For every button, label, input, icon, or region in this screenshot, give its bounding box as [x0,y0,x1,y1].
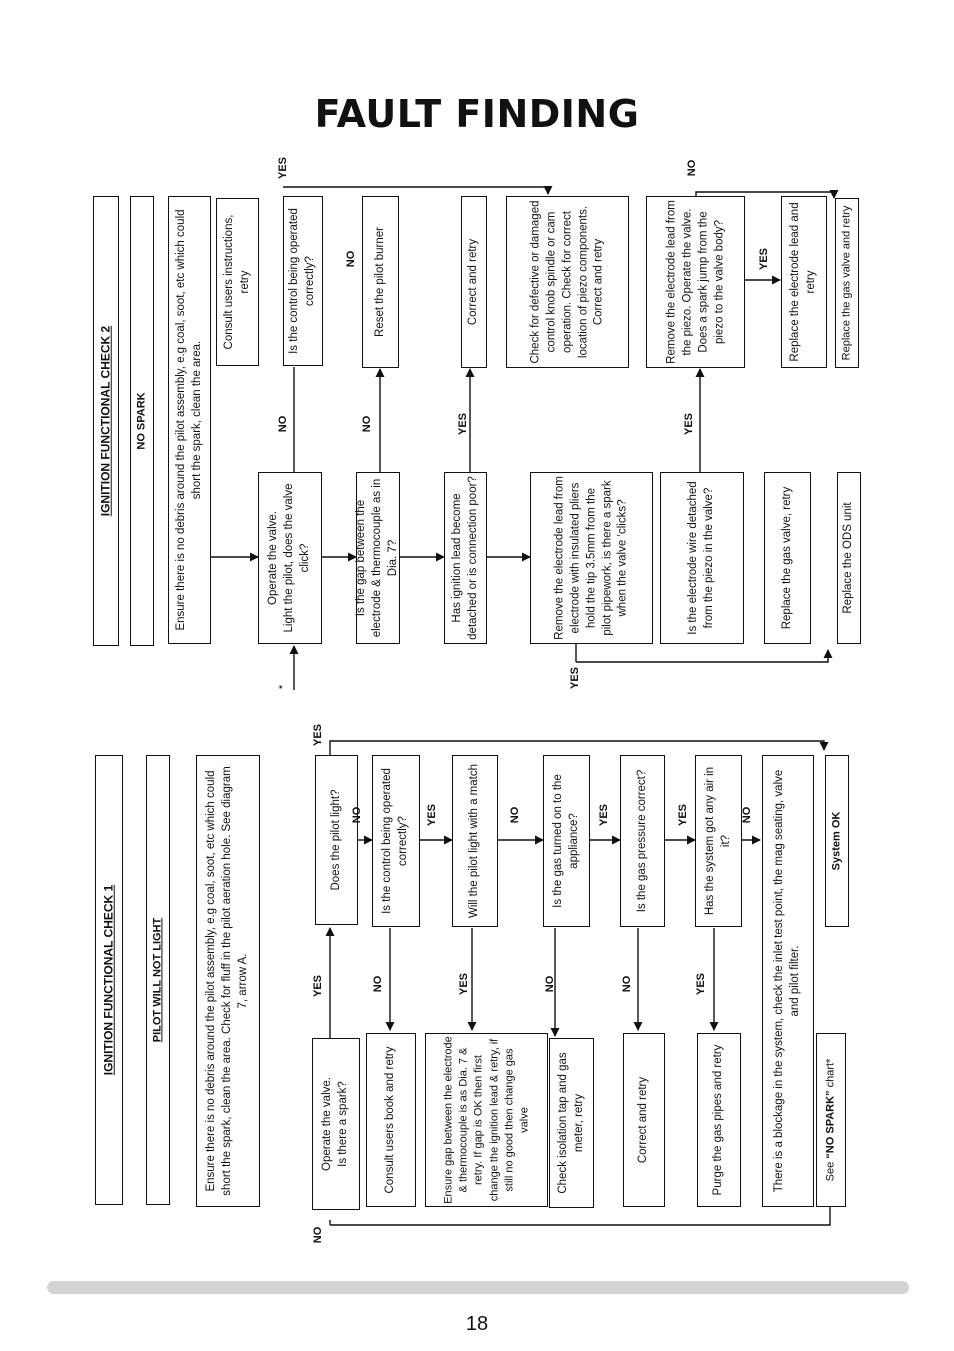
check1-a-blockage [762,755,814,1207]
check2-a-check [506,196,629,368]
check1-q-control [372,755,420,927]
check2-a-correct-text: Correct and retry [467,238,480,326]
check2-q3-text: Has ignition lead become detached or is connection poor? [450,476,479,640]
label-no: NO [544,975,556,993]
check1-a-purge-text: Purge the gas pipes and retry [712,1044,725,1196]
see-no-spark-bold: “NO SPARK” [824,1090,837,1159]
check2-a-consult [216,198,259,366]
check2-heading-box [93,196,119,646]
page-title: FAULT FINDING [314,92,640,136]
check2-q-remove-lead [530,472,653,644]
check1-a-isolation-text: Check isolation tap and gas meter, retry [556,1052,585,1194]
check2-intro: Ensure there is no debris around the pilot assembly, e.g coal, soot, etc which could short the spark, clean the area. [174,209,203,631]
check2-q-ignition-lead [444,472,487,644]
check1-see-no-spark [816,1033,846,1207]
check1-q-gas-on [543,755,590,927]
label-yes: YES [683,412,695,436]
check1-q2-text: Does the pilot light? [329,789,342,891]
check1-subheading-box [146,755,170,1205]
label-no: NO [686,159,698,177]
check1-a-correct-text: Correct and retry [637,1076,650,1164]
check2-a-check-text: Check for defective or damaged control knob spindle or cam operation. Check for correct location of piezo components. Correct and retry [528,200,605,364]
footer-bar [47,1281,909,1294]
check2-q-gap [356,472,400,644]
check1-q3-text: Is the control being operated correctly? [381,768,409,914]
label-no: NO [372,975,384,993]
label-no: NO [741,806,753,824]
check2-a-consult-text: Consult users instructions, retry [222,214,251,350]
check2-subheading: NO SPARK [135,392,148,450]
check2-a-reset-text: Reset the pilot burner [373,227,386,337]
label-yes: YES [458,972,470,996]
check2-q2-text: Is the gap between the electrode & thermocouple as in Dia. 7? [355,478,399,638]
label-yes: YES [758,247,770,271]
check1-see-no-spark-text [823,1037,838,1203]
check1-q1-text: Operate the valve. Is there a spark? [321,1077,349,1171]
label-no: NO [345,250,357,268]
label-no: NO [351,806,363,824]
label-yes: YES [457,412,469,436]
check2-a-correct [461,196,487,368]
check2-a-remove [646,196,745,368]
check2-q4-text: Remove the electrode lead from electrode with insulated pliers hold the tip 3.5mm from the pilot pipework, is there a spark when the valve ‘clicks? [552,476,629,640]
check2-a-replace-valve [835,198,859,368]
asterisk-marker: * [277,684,289,690]
check2-q1-text: Operate the valve. Light the pilot, does the valve click? [267,483,311,633]
check1-heading-box [95,755,123,1205]
check2-q-wire-detached [660,472,744,644]
check2-a-replace-ods [837,472,861,644]
check2-intro-box [168,196,211,644]
label-yes: YES [695,972,707,996]
label-yes: YES [598,803,610,827]
check1-a-gap [425,1033,548,1207]
check1-q-spark [312,1038,360,1210]
check1-a-blockage-text: There is a blockage in the system, check the inlet test point, the mag seating, valve and pilot filter. [773,769,801,1193]
check2-a-replace-lead [781,196,827,368]
check1-q-air [695,755,742,927]
check1-a-purge [697,1033,741,1207]
check2-a-control-text: Is the control being operated correctly? [288,208,316,354]
check1-q-pressure [620,755,665,927]
check2-a-remove-text: Remove the electrode lead from the piezo. Operate the valve. Does a spark jump from the piezo to the valve body? [664,200,725,364]
check1-subheading: PILOT WILL NOT LIGHT [151,917,164,1043]
check2-heading: IGNITION FUNCTIONAL CHECK 2 [98,325,113,517]
check2-q-valve-click [258,472,322,644]
label-yes: YES [426,803,438,827]
label-yes: YES [312,974,324,998]
check1-q-pilot-light [315,755,358,925]
check1-a-users-book [366,1033,416,1207]
check2-q5-text: Is the electrode wire detached from the piezo in the valve? [687,481,715,635]
check1-q6-text: Is the gas pressure correct? [635,769,648,913]
page-number: 18 [465,1313,489,1335]
check1-q5-text: Is the gas turned on to the appliance? [551,774,580,908]
check1-intro-box [196,755,260,1207]
label-yes: YES [677,803,689,827]
check2-subheading-box [130,196,154,646]
check2-a-reset [362,196,399,368]
check2-a-control [283,196,323,366]
check1-a-gap-text: Ensure gap between the electrode & thermocouple is as Dia. 7 & retry. If gap is OK then first change the ignition lead & retry, if still no good then change gas valve [441,1036,530,1204]
see-prefix: See [824,1158,837,1182]
check2-a-replace-valve-retry [764,472,811,644]
see-suffix: chart* [824,1058,837,1091]
check2-a-replace-valve-text: Replace the gas valve and retry [840,205,853,361]
check2-a-replace-valve-retry-text: Replace the gas valve, retry [780,486,793,630]
check2-a-replace-ods-text: Replace the ODS unit [842,502,855,614]
check1-a-correct [623,1033,665,1207]
check2-a-replace-lead-text: Replace the electrode lead and retry [789,202,817,362]
check1-a-isolation [549,1038,594,1208]
label-no: NO [509,806,521,824]
check1-intro: Ensure there is no debris around the pilot assembly, e.g coal, soot, etc which could short the spark, clean the area. Check for fluff in the pilot aeration hole. See diagram 7, arrow A. [205,766,249,1196]
label-no: NO [621,975,633,993]
check1-system-ok-text: System OK [830,811,843,871]
label-yes: YES [569,666,581,690]
label-yes: YES [277,156,289,180]
check1-a-users-book-text: Consult users book and retry [384,1046,397,1194]
check1-q-match [452,755,498,927]
label-no: NO [361,415,373,433]
label-no: NO [312,1226,324,1244]
check1-heading: IGNITION FUNCTIONAL CHECK 1 [101,884,116,1076]
check1-q7-text: Has the system got any air in it? [703,766,732,916]
label-yes: YES [312,723,324,747]
check1-q4-text: Will the pilot light with a match [468,763,481,919]
check1-system-ok [825,755,849,927]
label-no: NO [277,415,289,433]
